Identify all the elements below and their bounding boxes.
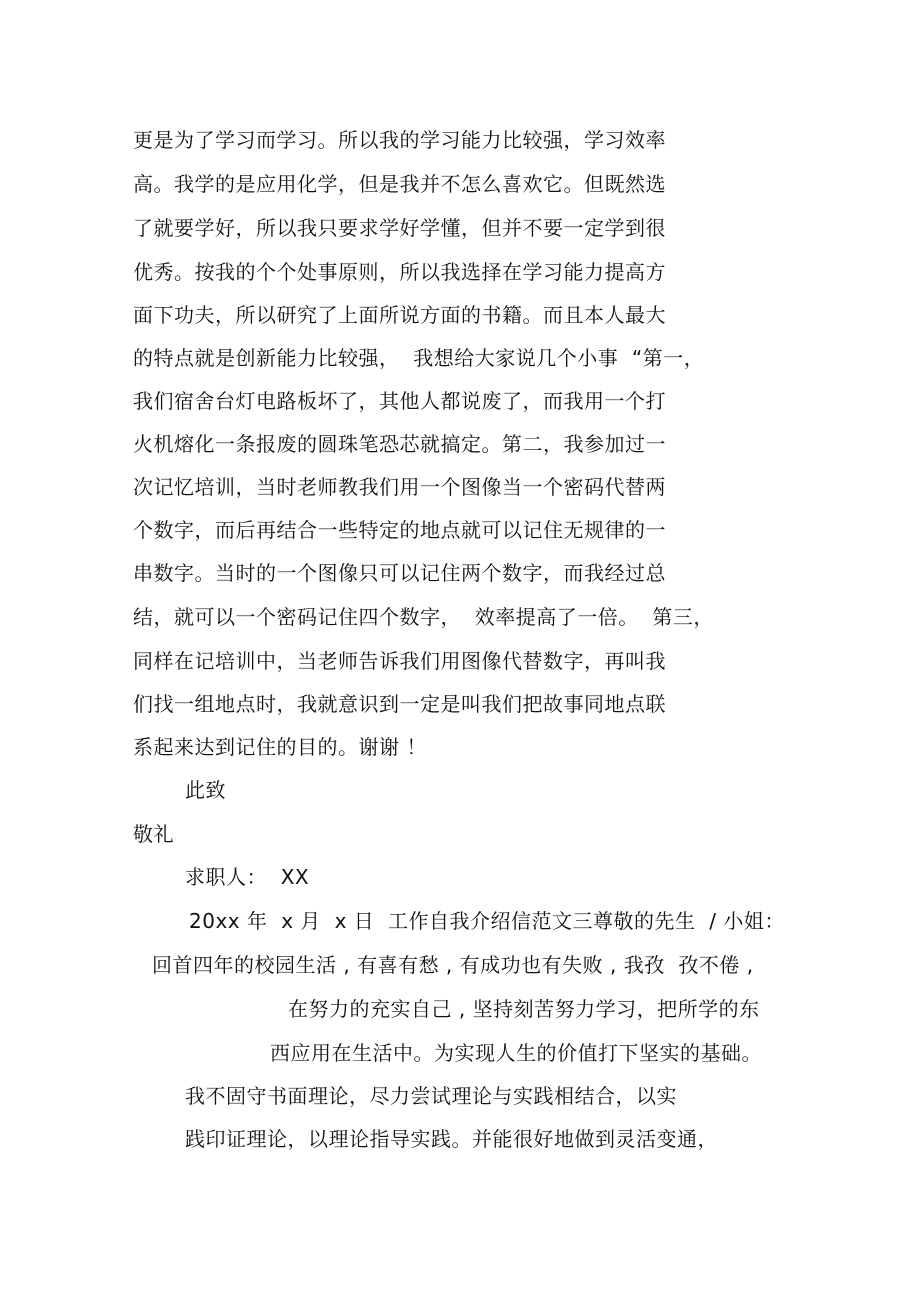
paragraph-line: 西应用在生活中。为实现人生的价值打下坚实的基础。 xyxy=(270,1041,762,1065)
paragraph-line: 们找一组地点时，我就意识到一定是叫我们把故事同地点联 xyxy=(133,692,666,716)
paragraph-line: 串数字。当时的一个图像只可以记住两个数字，而我经过总 xyxy=(133,561,666,585)
paragraph-line: 回首四年的校园生活 , 有喜有愁 , 有成功也有失败 , 我孜 孜不倦 , xyxy=(152,953,754,977)
paragraph-line: 高。我学的是应用化学，但是我并不怎么喜欢它。但既然选 xyxy=(133,172,666,196)
paragraph-line: 我不固守书面理论，尽力尝试理论与实践相结合，以实 xyxy=(185,1084,677,1108)
applicant-signature: 求职人： XX xyxy=(185,865,310,889)
paragraph-line: 在努力的充实自己 , 坚持刻苦努力学习，把所学的东 xyxy=(288,997,760,1021)
paragraph-line: 次记忆培训，当时老师教我们用一个图像当一个密码代替两 xyxy=(133,475,666,499)
paragraph-line: 了就要学好，所以我只要求学好学懂，但并不要一定学到很 xyxy=(133,216,666,240)
paragraph-line: 同样在记培训中，当老师告诉我们用图像代替数字，再叫我 xyxy=(133,649,666,673)
paragraph-line: 我们宿舍台灯电路板坏了，其他人都说废了，而我用一个打 xyxy=(133,389,666,413)
date-and-heading: 20xx 年 x 月 x 日 工作自我介绍信范文三尊敬的先生 / 小姐： xyxy=(189,909,785,933)
closing-regards: 敬礼 xyxy=(133,822,174,846)
paragraph-line: 系起来达到记住的目的。谢谢 ！ xyxy=(133,735,427,759)
paragraph-line: 个数字，而后再结合一些特定的地点就可以记住无规律的一 xyxy=(133,518,666,542)
paragraph-line: 践印证理论，以理论指导实践。并能很好地做到灵活变通， xyxy=(185,1127,718,1151)
paragraph-line: 结，就可以一个密码记住四个数字， 效率提高了一倍。 第三， xyxy=(133,605,714,629)
paragraph-line: 优秀。按我的个个处事原则，所以我选择在学习能力提高方 xyxy=(133,260,666,284)
paragraph-line: 更是为了学习而学习。所以我的学习能力比较强，学习效率 xyxy=(133,128,666,152)
paragraph-line: 火机熔化一条报废的圆珠笔恐芯就搞定。第二，我参加过一 xyxy=(133,432,666,456)
paragraph-line: 的特点就是创新能力比较强， 我想给大家说几个小事 “第一， xyxy=(133,346,705,370)
paragraph-line: 面下功夫，所以研究了上面所说方面的书籍。而且本人最大 xyxy=(133,303,666,327)
closing-salutation: 此致 xyxy=(185,778,226,802)
